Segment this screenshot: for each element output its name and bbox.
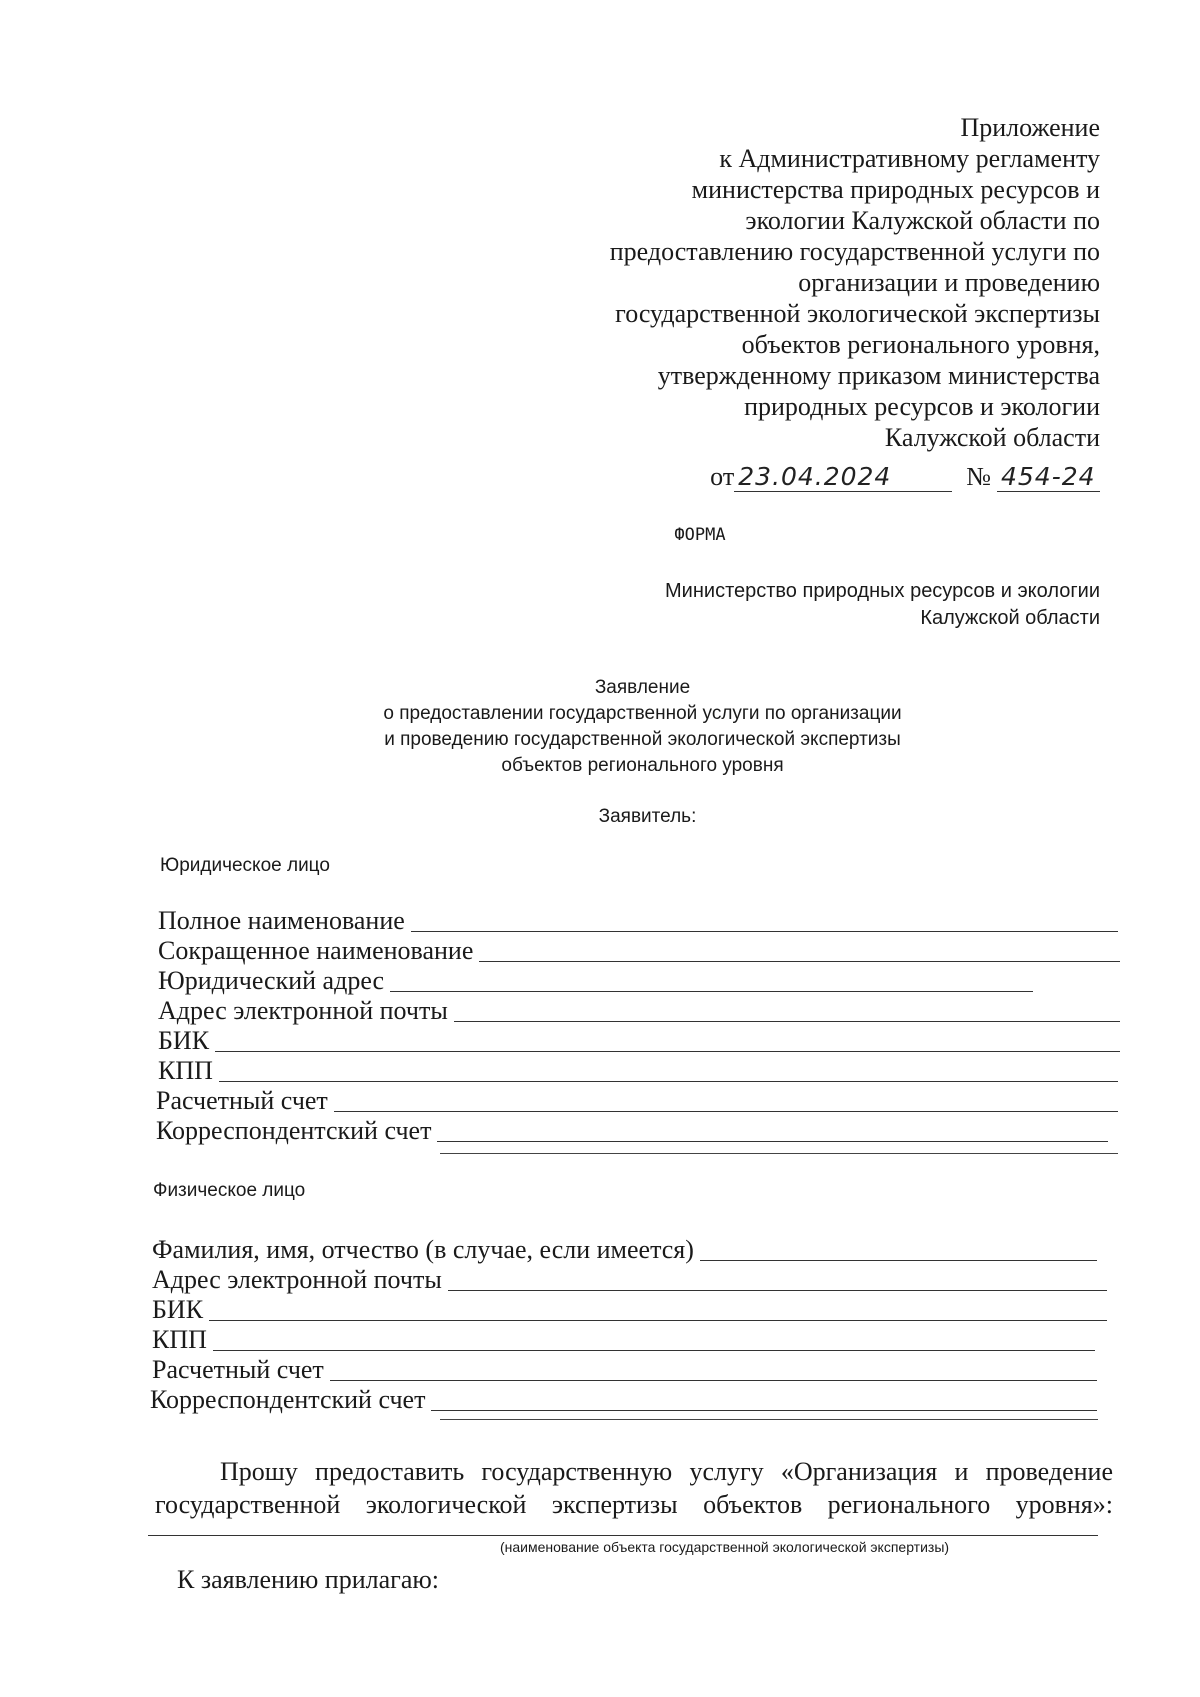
legal-email-field[interactable] bbox=[158, 996, 1120, 1026]
field-label: Расчетный счет bbox=[156, 1086, 328, 1115]
field-line bbox=[215, 1050, 1120, 1052]
field-label: Фамилия, имя, отчество (в случае, если имеется) bbox=[152, 1235, 694, 1264]
applicant-label: Заявитель: bbox=[598, 806, 697, 827]
object-name-caption: (наименование объекта государственной экологической экспертизы) bbox=[500, 1539, 950, 1555]
appendix-line: природных ресурсов и экологии bbox=[744, 392, 1100, 421]
field-label: БИК bbox=[158, 1026, 210, 1055]
statement-subtitle: о предоставлении государственной услуги по организации bbox=[383, 703, 902, 724]
appendix-line: организации и проведению bbox=[798, 268, 1100, 297]
extra-blank-line bbox=[440, 1153, 1118, 1154]
request-line: Прошу предоставить государственную услугу «Организация и проведение bbox=[220, 1457, 1113, 1486]
field-line bbox=[390, 990, 1033, 992]
field-label: Адрес электронной почты bbox=[158, 996, 448, 1025]
field-label: Полное наименование bbox=[158, 906, 405, 935]
individual-correspondent-account-field[interactable] bbox=[150, 1385, 1097, 1415]
field-line bbox=[454, 1020, 1120, 1022]
appendix-line: экологии Калужской области по bbox=[745, 206, 1100, 235]
individual-full-name-field[interactable] bbox=[152, 1235, 1097, 1265]
field-label: Сокращенное наименование bbox=[158, 936, 474, 965]
legal-correspondent-account-field[interactable] bbox=[156, 1116, 1108, 1146]
date-prefix: от bbox=[710, 462, 735, 491]
field-line bbox=[431, 1409, 1097, 1411]
individual-heading: Физическое лицо bbox=[153, 1180, 306, 1201]
field-line bbox=[700, 1259, 1097, 1261]
appendix-line: утвержденному приказом министерства bbox=[657, 361, 1100, 390]
field-label: КПП bbox=[152, 1325, 207, 1354]
request-paragraph bbox=[155, 1455, 1113, 1521]
legal-settlement-account-field[interactable] bbox=[156, 1086, 1118, 1116]
appendix-line: к Административному регламенту bbox=[719, 144, 1100, 173]
individual-settlement-account-field[interactable] bbox=[152, 1355, 1097, 1385]
field-line bbox=[219, 1080, 1118, 1082]
individual-bik-field[interactable] bbox=[152, 1295, 1107, 1325]
appendix-header bbox=[610, 112, 1100, 453]
form-label: ФОРМА bbox=[674, 525, 726, 545]
field-line bbox=[479, 960, 1120, 962]
addressee bbox=[665, 578, 1100, 632]
statement-subtitle: объектов регионального уровня bbox=[501, 755, 784, 776]
order-number-handwritten: 454-24 bbox=[997, 462, 1100, 492]
field-line bbox=[209, 1319, 1107, 1321]
legal-address-field[interactable] bbox=[158, 966, 1033, 996]
field-label: Юридический адрес bbox=[158, 966, 385, 995]
appendix-line: государственной экологической экспертизы bbox=[615, 299, 1100, 328]
request-line: государственной экологической экспертизы объектов регионального уровня»: bbox=[155, 1490, 1113, 1519]
object-name-line[interactable] bbox=[148, 1535, 1098, 1536]
addressee-line: Министерство природных ресурсов и экологии bbox=[665, 580, 1100, 602]
statement-title-block bbox=[0, 675, 1200, 779]
legal-entity-heading: Юридическое лицо bbox=[160, 855, 330, 876]
attachments-label: К заявлению прилагаю: bbox=[177, 1565, 440, 1594]
field-line bbox=[334, 1110, 1118, 1112]
field-label: Корреспондентский счет bbox=[150, 1385, 426, 1414]
statement-subtitle: и проведению государственной экологической экспертизы bbox=[384, 729, 901, 750]
field-label: Адрес электронной почты bbox=[152, 1265, 442, 1294]
legal-kpp-field[interactable] bbox=[158, 1056, 1118, 1086]
legal-bik-field[interactable] bbox=[158, 1026, 1120, 1056]
appendix-line: объектов регионального уровня, bbox=[741, 330, 1100, 359]
field-line bbox=[213, 1349, 1095, 1351]
number-prefix: № bbox=[966, 462, 991, 491]
field-label: Корреспондентский счет bbox=[156, 1116, 432, 1145]
appendix-line: предоставлению государственной услуги по bbox=[609, 237, 1100, 266]
appendix-line: Приложение bbox=[960, 113, 1100, 142]
field-line bbox=[330, 1379, 1097, 1381]
individual-kpp-field[interactable] bbox=[152, 1325, 1095, 1355]
appendix-line: министерства природных ресурсов и bbox=[691, 175, 1100, 204]
extra-blank-line bbox=[440, 1419, 1098, 1420]
field-line bbox=[437, 1140, 1108, 1142]
field-line bbox=[448, 1289, 1107, 1291]
addressee-line: Калужской области bbox=[920, 607, 1100, 629]
field-label: КПП bbox=[158, 1056, 213, 1085]
appendix-line: Калужской области bbox=[884, 423, 1100, 452]
order-date-handwritten: 23.04.2024 bbox=[734, 462, 952, 492]
field-label: БИК bbox=[152, 1295, 204, 1324]
order-date-number bbox=[710, 462, 1100, 492]
field-line bbox=[411, 930, 1118, 932]
legal-full-name-field[interactable] bbox=[158, 906, 1118, 936]
individual-email-field[interactable] bbox=[152, 1265, 1107, 1295]
field-label: Расчетный счет bbox=[152, 1355, 324, 1384]
legal-short-name-field[interactable] bbox=[158, 936, 1120, 966]
statement-title: Заявление bbox=[594, 677, 691, 698]
